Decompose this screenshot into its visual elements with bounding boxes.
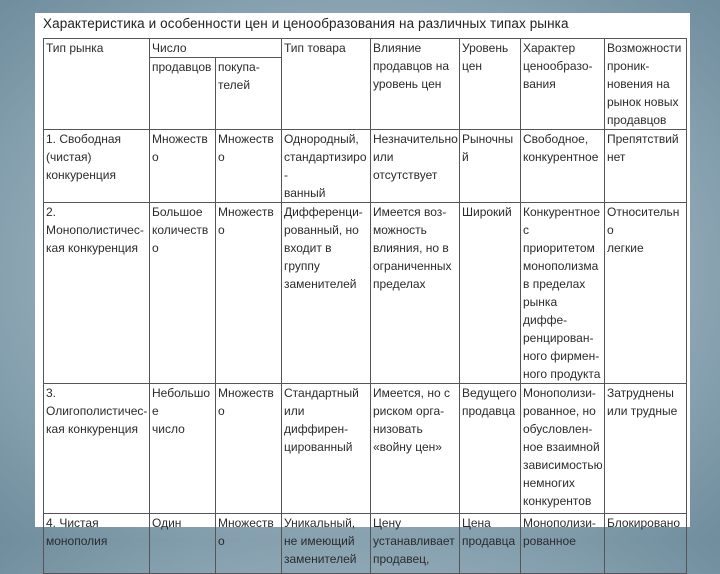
cell-pricing: Монополизи- рованное, но обусловлен- ное взаимной зависимостью немногих конкурентов	[521, 384, 605, 514]
header-row	[44, 39, 687, 58]
cell-sellers: Один	[150, 514, 216, 574]
cell-influence: Цену устанавливает продавец,	[371, 514, 460, 574]
slide-sheet	[35, 13, 690, 566]
header-seller-influence: Влияние продавцов на уровень цен	[371, 39, 460, 130]
header-price-level: Уровень цен	[460, 39, 521, 130]
cell-product: Однородный, стандартизиро- ванный	[282, 130, 371, 203]
header-pricing-character: Характер ценообразо- вания	[521, 39, 605, 130]
cell-influence: Имеется, но с риском орга- низовать «войну цен»	[371, 384, 460, 514]
table-row	[44, 203, 687, 384]
table-row	[44, 514, 687, 574]
table-row	[44, 384, 687, 514]
cell-pricing: Конкурентное с приоритетом монополизма в пределах рынка диффе- ренцирован- ного фирмен- ного продукта	[521, 203, 605, 384]
cell-pricing: Монополизи- рованное	[521, 514, 605, 574]
cell-product: Уникальный, не имеющий заменителей	[282, 514, 371, 574]
header-buyers: покупа- телей	[216, 58, 282, 130]
cell-product: Стандартный или диффирен- цированный	[282, 384, 371, 514]
cell-market: 3. Олигополистичес- кая конкуренция	[44, 384, 150, 514]
cell-price-level: Широкий	[460, 203, 521, 384]
table-row	[44, 130, 687, 203]
cell-buyers: Множество	[216, 130, 282, 203]
cell-buyers: Множество	[216, 514, 282, 574]
cell-entry: Препятствий нет	[605, 130, 687, 203]
cell-sellers: Большое количество	[150, 203, 216, 384]
cell-buyers: Множество	[216, 384, 282, 514]
market-types-table	[43, 38, 687, 574]
cell-entry: Блокировано	[605, 514, 687, 574]
cell-market: 1. Свободная (чистая) конкуренция	[44, 130, 150, 203]
cell-product: Дифференци- рованный, но входит в группу заменителей	[282, 203, 371, 384]
cell-price-level: Ведущего продавца	[460, 384, 521, 514]
cell-price-level: Цена продавца	[460, 514, 521, 574]
cell-sellers: Небольшое число	[150, 384, 216, 514]
cell-entry: Относительно легкие	[605, 203, 687, 384]
cell-sellers: Множество	[150, 130, 216, 203]
cell-pricing: Свободное, конкурентное	[521, 130, 605, 203]
header-entry: Возможности проник- новения на рынок новых продавцов	[605, 39, 687, 130]
cell-market: 4. Чистая монополия	[44, 514, 150, 574]
header-market-type: Тип рынка	[44, 39, 150, 130]
cell-influence: Имеется воз- можность влияния, но в ограниченных пределах	[371, 203, 460, 384]
cell-price-level: Рыночный	[460, 130, 521, 203]
table-caption: Характеристика и особенности цен и ценообразования на различных типах рынка	[43, 16, 569, 31]
header-sellers: продавцов	[150, 58, 216, 130]
cell-influence: Незначительно или отсутствует	[371, 130, 460, 203]
cell-market: 2. Монополистичес- кая конкуренция	[44, 203, 150, 384]
cell-buyers: Множество	[216, 203, 282, 384]
cell-entry: Затруднены или трудные	[605, 384, 687, 514]
header-product-type: Тип товара	[282, 39, 371, 130]
header-sellers-number: Число	[150, 39, 282, 58]
